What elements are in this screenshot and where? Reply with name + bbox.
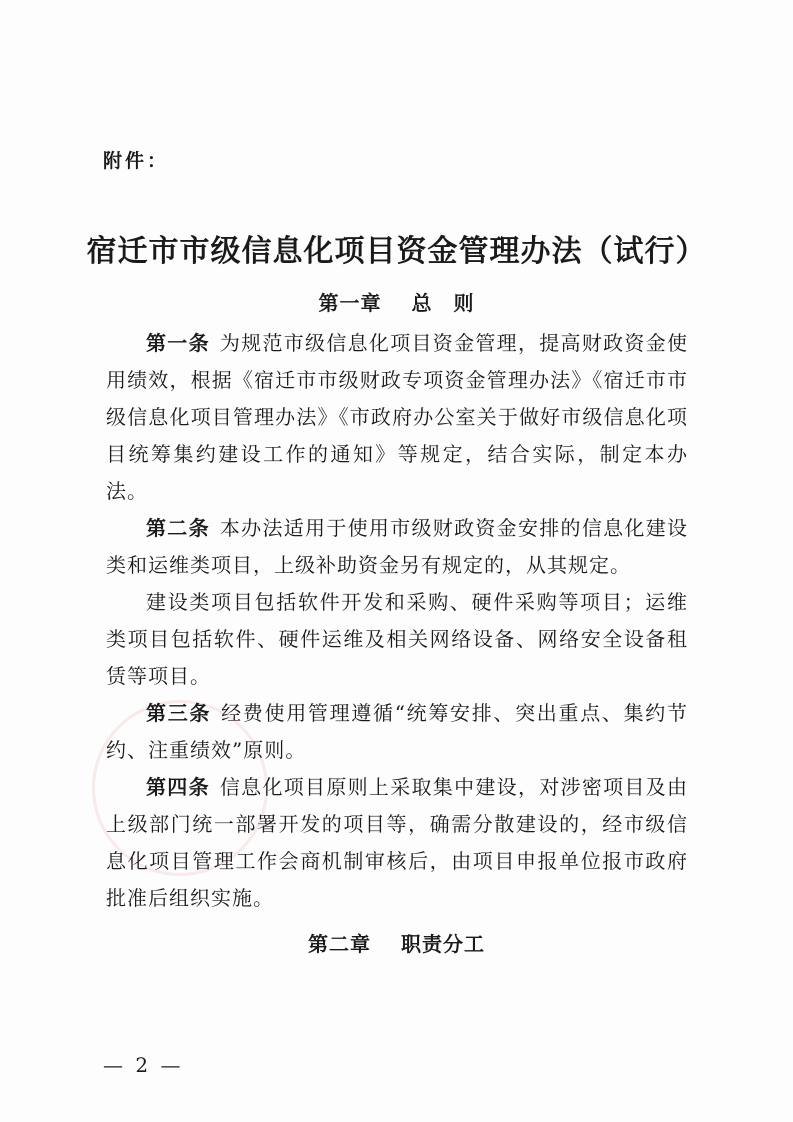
chapter-1-heading — [0, 287, 793, 316]
article-2-paragraph-2 — [106, 584, 688, 695]
article-1-text: 为规范市级信息化项目资金管理，提高财政资金使用绩效，根据《宿迁市市级财政专项资金管理办法》《宿迁市市级信息化项目管理办法》《市政府办公室关于做好市级信息化项目统筹集约建设工作的通知》等规定，结合实际，制定本办法。 — [106, 331, 688, 503]
article-3-label: 第三条 — [146, 701, 212, 725]
article-2-label: 第二条 — [146, 516, 210, 540]
attachment-label: 附件： — [103, 150, 170, 172]
chapter-2-name: 职责分工 — [401, 932, 485, 956]
article-2-text: 本办法适用于使用市级财政资金安排的信息化建设类和运维类项目，上级补助资金另有规定的，从其规定。 — [106, 516, 688, 577]
article-4-text: 信息化项目原则上采取集中建设，对涉密项目及由上级部门统一部署开发的项目等，确需分散建设的，经市级信息化项目管理工作会商机制审核后，由项目申报单位报市政府批准后组织实施。 — [106, 775, 688, 910]
article-2 — [106, 510, 688, 584]
article-1 — [106, 325, 688, 510]
article-2-paragraph-2-text: 建设类项目包括软件开发和采购、硬件采购等项目；运维类项目包括软件、硬件运维及相关网络设备、网络安全设备租赁等项目。 — [106, 590, 688, 688]
page-number: — 2 — — [103, 1053, 184, 1077]
article-4 — [106, 769, 688, 917]
article-3 — [106, 695, 688, 769]
chapter-2-number: 第二章 — [308, 932, 371, 956]
article-4-label: 第四条 — [146, 775, 210, 799]
article-3-text: 经费使用管理遵循“统筹安排、突出重点、集约节约、注重绩效”原则。 — [106, 701, 689, 762]
article-1-label: 第一条 — [146, 331, 210, 355]
document-title: 宿迁市市级信息化项目资金管理办法（试行） — [86, 234, 707, 269]
chapter-1-number: 第一章 — [318, 291, 382, 315]
chapter-2-heading — [0, 928, 793, 957]
chapter-1-name: 总 则 — [411, 291, 475, 315]
